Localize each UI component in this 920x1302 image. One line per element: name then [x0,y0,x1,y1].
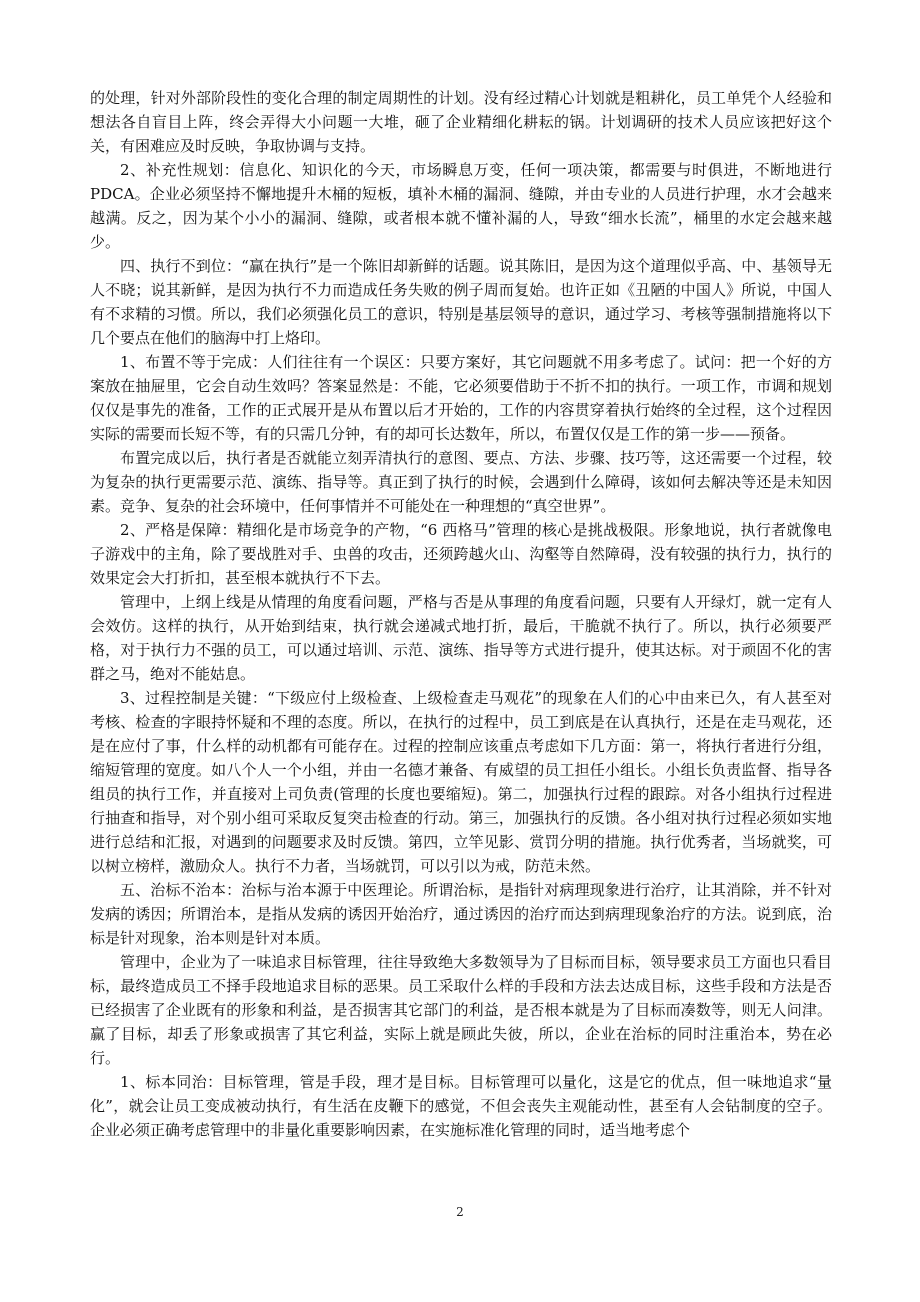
document-body [90,86,832,1142]
paragraph-2: 2、补充性规划：信息化、知识化的今天，市场瞬息万变，任何一项决策，都需要与时俱进，不断地进行 PDCA。企业必须坚持不懈地提升木桶的短板，填补木桶的漏洞、缝隙，并由专业的人员进行护理，水才会越来越满。反之，因为某个小小的漏洞、缝隙，或者根本就不懂补漏的人，导致“细水长流”，桶里的水定会越来越少。 [90,161,832,251]
paragraph-3: 四、执行不到位：“赢在执行”是一个陈旧却新鲜的话题。说其陈旧，是因为这个道理似乎高、中、基领导无人不晓；说其新鲜，是因为执行不力而造成任务失败的例子周而复始。也许正如《丑陋的中国人》所说，中国人有不求精的习惯。所以，我们必须强化员工的意识，特别是基层领导的意识，通过学习、考核等强制措施将以下几个要点在他们的脑海中打上烙印。 [90,257,832,347]
paragraph-4: 1、布置不等于完成：人们往往有一个误区：只要方案好，其它问题就不用多考虑了。试问：把一个好的方案放在抽屉里，它会自动生效吗？答案显然是：不能，它必须要借助于不折不扣的执行。一项工作，市调和规划仅仅是事先的准备，工作的正式展开是从布置以后才开始的，工作的内容贯穿着执行始终的全过程，这个过程因实际的需要而长短不等，有的只需几分钟，有的却可长达数年，所以，布置仅仅是工作的第一步——预备。 [90,353,832,443]
paragraph-7: 管理中，上纲上线是从情理的角度看问题，严格与否是从事理的角度看问题，只要有人开绿灯，就一定有人会效仿。这样的执行，从开始到结束，执行就会递减式地打折，最后，干脆就不执行了。所以，执行必须要严格，对于执行力不强的员工，可以通过培训、示范、演练、指导等方式进行提升，使其达标。对于顽固不化的害群之马，绝对不能姑息。 [90,593,832,683]
paragraph-6: 2、严格是保障：精细化是市场竞争的产物，“6 西格马”管理的核心是挑战极限。形象地说，执行者就像电子游戏中的主角，除了要战胜对手、虫兽的攻击，还须跨越火山、沟壑等自然障碍，没有较强的执行力，执行的效果定会大打折扣，甚至根本就执行不下去。 [90,521,832,587]
paragraph-1: 的处理，针对外部阶段性的变化合理的制定周期性的计划。没有经过精心计划就是粗耕化，员工单凭个人经验和想法各自盲目上阵，终会弄得大小问题一大堆，砸了企业精细化耕耘的锅。计划调研的技术人员应该把好这个关，有困难应及时反映，争取协调与支持。 [90,89,832,155]
paragraph-5: 布置完成以后，执行者是否就能立刻弄清执行的意图、要点、方法、步骤、技巧等，这还需要一个过程，较为复杂的执行更需要示范、演练、指导等。真正到了执行的时候，会遇到什么障碍，该如何去解决等还是未知因素。竞争、复杂的社会环境中，任何事情并不可能处在一种理想的“真空世界”。 [90,449,832,515]
page-number: 2 [456,1205,464,1219]
paragraph-9: 五、治标不治本：治标与治本源于中医理论。所谓治标，是指针对病理现象进行治疗，让其消除，并不针对发病的诱因；所谓治本，是指从发病的诱因开始治疗，通过诱因的治疗而达到病理现象治疗的方法。说到底，治标是针对现象，治本则是针对本质。 [90,881,832,947]
paragraph-10: 管理中，企业为了一味追求目标管理，往往导致绝大多数领导为了目标而目标，领导要求员工方面也只看目标，最终造成员工不择手段地追求目标的恶果。员工采取什么样的手段和方法去达成目标，这些手段和方法是否已经损害了企业既有的形象和利益，是否损害其它部门的利益，是否根本就是为了目标而凑数等，则无人问津。赢了目标，却丢了形象或损害了其它利益，实际上就是顾此失彼，所以，企业在治标的同时注重治本，势在必行。 [90,953,832,1067]
paragraph-11: 1、标本同治：目标管理，管是手段，理才是目标。目标管理可以量化，这是它的优点，但一味地追求“量化”，就会让员工变成被动执行，有生活在皮鞭下的感觉，不但会丧失主观能动性，甚至有人会钻制度的空子。企业必须正确考虑管理中的非量化重要影响因素，在实施标准化管理的同时，适当地考虑个 [90,1073,832,1139]
paragraph-8: 3、过程控制是关键：“下级应付上级检查、上级检查走马观花”的现象在人们的心中由来已久，有人甚至对考核、检查的字眼持怀疑和不理的态度。所以，在执行的过程中，员工到底是在认真执行，还是在走马观花，还是在应付了事，什么样的动机都有可能存在。过程的控制应该重点考虑如下几方面：第一，将执行者进行分组，缩短管理的宽度。如八个人一个小组，并由一名德才兼备、有威望的员工担任小组长。小组长负责监督、指导各组员的执行工作，并直接对上司负责(管理的长度也要缩短)。第二，加强执行过程的跟踪。对各小组执行过程进行抽查和指导，对个别小组可采取反复突击检查的行动。第三，加强执行的反馈。各小组对执行过程必须如实地进行总结和汇报，对遇到的问题要求及时反馈。第四，立竿见影、赏罚分明的措施。执行优秀者，当场就奖，可以树立榜样，激励众人。执行不力者，当场就罚，可以引以为戒，防范未然。 [90,689,832,875]
